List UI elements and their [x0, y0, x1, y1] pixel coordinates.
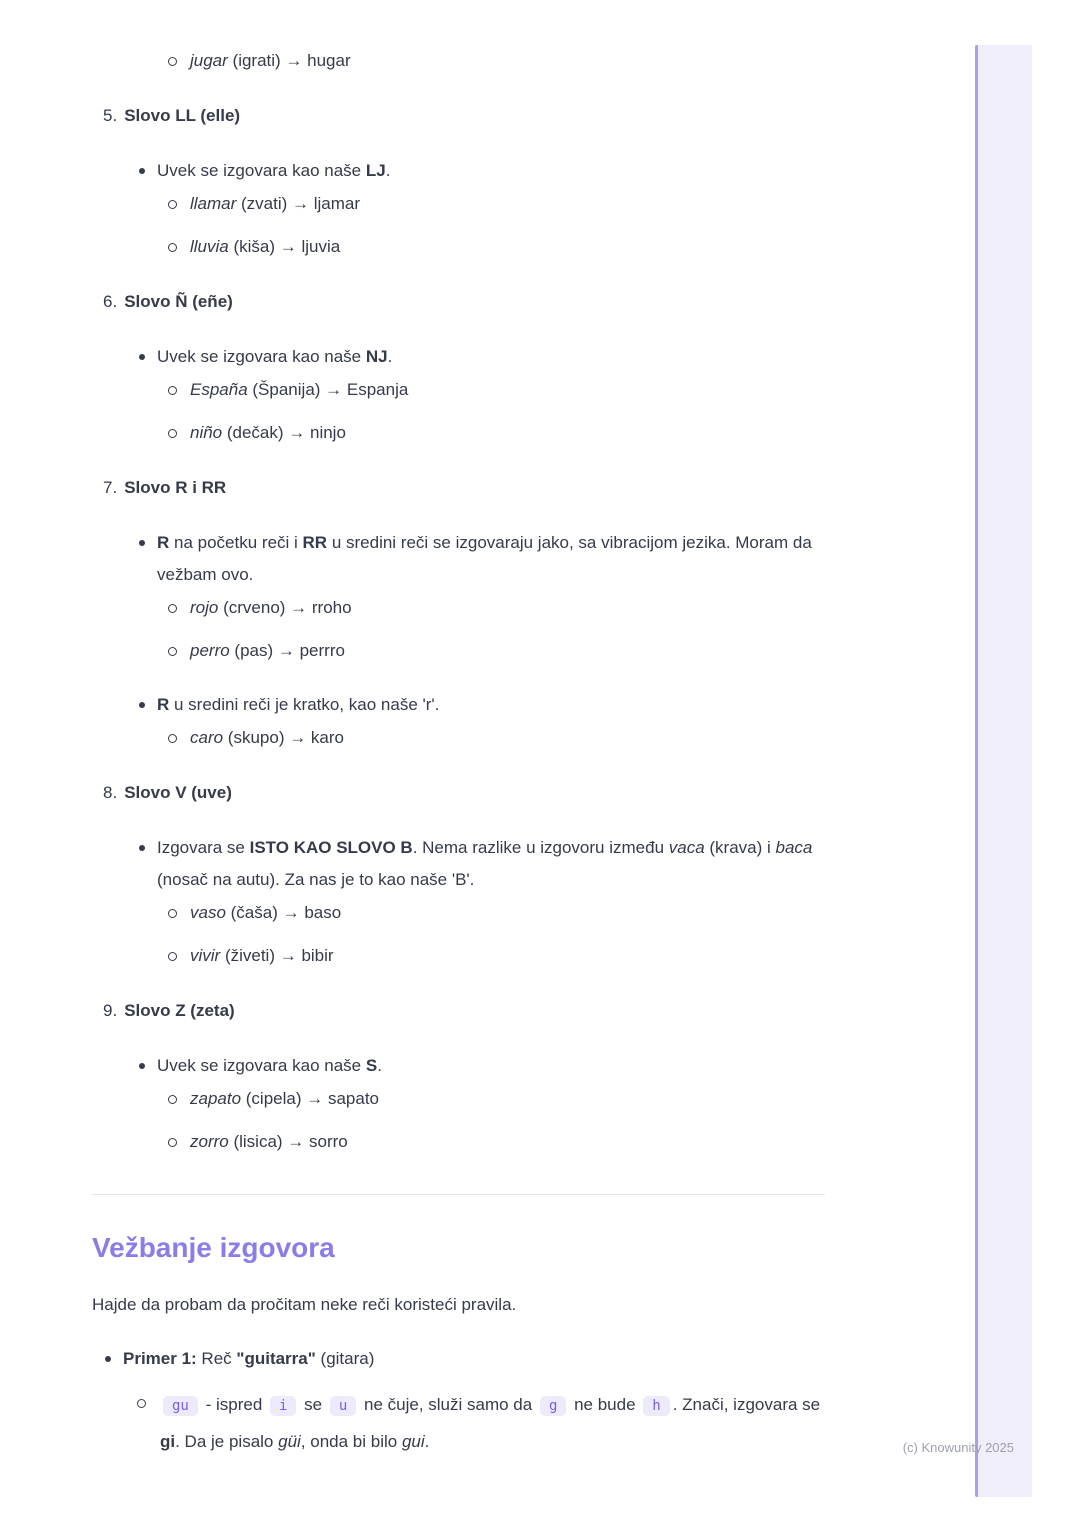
text-segment: ne čuje, služi samo da [359, 1395, 537, 1414]
practice-bullet [92, 1343, 825, 1460]
rule-bullet-list [92, 832, 825, 972]
rule-number: 7. [103, 478, 118, 497]
example-list [157, 722, 825, 754]
text-segment: gui [401, 1432, 425, 1451]
text-segment: (lisica) → sorro [228, 1132, 348, 1151]
rule-bullet [92, 155, 825, 263]
text-segment: . Da je pisalo [175, 1432, 279, 1451]
rule-bullet [92, 341, 825, 449]
text-segment: . Znači, izgovara se [672, 1395, 821, 1414]
text-segment: RR [302, 533, 328, 552]
rule-number: 8. [103, 783, 118, 802]
text-segment: (živeti) → bibir [220, 946, 334, 965]
rule-text [157, 341, 825, 373]
rule-text [157, 155, 825, 187]
text-segment: (skupo) → karo [223, 728, 345, 747]
text-segment: Primer 1: [123, 1349, 197, 1368]
example-item [157, 417, 825, 449]
rule-title [92, 286, 825, 318]
rule-title-text: Slovo LL (elle) [124, 106, 241, 125]
example-item [157, 940, 825, 972]
text-segment: lluvia [190, 237, 229, 256]
example-item [157, 592, 825, 624]
rule-item-9 [92, 995, 825, 1158]
rule-item-8 [92, 777, 825, 972]
watermark: (c) Knowunity 2025 [902, 1440, 1014, 1455]
text-segment: - ispred [200, 1395, 267, 1414]
text-segment: vaca [668, 838, 705, 857]
page-edge-strip [975, 45, 1032, 1497]
example-item [157, 1126, 825, 1158]
text-segment: . [377, 1056, 382, 1075]
text-segment: (kiša) → ljuvia [228, 237, 341, 256]
rule-text [157, 1050, 825, 1082]
text-segment: gi [160, 1432, 176, 1451]
text-segment: (čaša) → baso [225, 903, 342, 922]
example-list [157, 374, 825, 449]
text-segment: LJ [365, 161, 386, 180]
example-item [157, 231, 825, 263]
text-segment: (nosač na autu). Za nas je to kao naše 'B'. [157, 870, 475, 889]
example-item [157, 188, 825, 220]
practice-text [123, 1343, 825, 1375]
text-segment: (Španija) → Espanja [247, 380, 409, 399]
text-segment: S [365, 1056, 378, 1075]
text-segment: vaso [190, 903, 226, 922]
text-segment: (krava) i [704, 838, 776, 857]
text-segment: baca [775, 838, 813, 857]
inline-code-chip: h [643, 1396, 669, 1416]
section-intro: Hajde da probam da pročitam neke reči koristeći pravila. [92, 1295, 517, 1314]
section-divider [92, 1194, 825, 1195]
rule-title [92, 100, 825, 132]
text-segment: llamar [190, 194, 237, 213]
text-segment: R [157, 695, 170, 714]
rule-number: 9. [103, 1001, 118, 1020]
text-segment: ne bude [569, 1395, 641, 1414]
text-segment: perro [190, 641, 230, 660]
rule-bullet-list [92, 527, 825, 754]
leading-example-list [92, 45, 825, 77]
example-list [157, 592, 825, 667]
text-segment: Reč [196, 1349, 237, 1368]
example-list [157, 1083, 825, 1158]
text-segment: (igrati) → hugar [227, 51, 351, 70]
rule-item-6 [92, 286, 825, 449]
rule-bullet [92, 832, 825, 972]
text-segment: (zvati) → ljamar [236, 194, 361, 213]
practice-list [92, 1343, 825, 1460]
text-segment: zapato [190, 1089, 242, 1108]
rule-bullet [92, 1050, 825, 1158]
text-segment: zorro [190, 1132, 229, 1151]
section-heading: Vežbanje izgovora [92, 1232, 335, 1263]
rule-item-7 [92, 472, 825, 754]
practice-example-list [123, 1387, 825, 1460]
rule-bullet-list [92, 341, 825, 449]
text-segment: Uvek se izgovara kao naše [157, 347, 366, 366]
example-list [157, 897, 825, 972]
text-segment: Izgovara se [157, 838, 250, 857]
practice-example [123, 1387, 825, 1460]
example-item [157, 374, 825, 406]
rule-bullet-list [92, 155, 825, 263]
text-segment: (pas) → perrro [229, 641, 345, 660]
rule-bullet [92, 689, 825, 754]
rule-bullet-list [92, 1050, 825, 1158]
text-segment: Uvek se izgovara kao naše [157, 1056, 366, 1075]
rule-title-text: Slovo Z (zeta) [124, 1001, 235, 1020]
text-segment: (crveno) → rroho [218, 598, 352, 617]
text-segment: na početku reči i [169, 533, 303, 552]
rule-title-text: Slovo V (uve) [124, 783, 232, 802]
text-segment: "guitarra" [236, 1349, 316, 1368]
example-list [157, 188, 825, 263]
text-segment: ISTO KAO SLOVO B [249, 838, 413, 857]
text-segment: NJ [365, 347, 388, 366]
example-item [157, 897, 825, 929]
rule-text [157, 527, 825, 591]
text-segment: güi [278, 1432, 301, 1451]
text-segment: España [190, 380, 248, 399]
text-segment: se [299, 1395, 327, 1414]
example-item [157, 722, 825, 754]
rule-title [92, 995, 825, 1027]
text-segment: caro [190, 728, 224, 747]
text-segment: u sredini reči je kratko, kao naše 'r'. [169, 695, 440, 714]
text-segment: (dečak) → ninjo [222, 423, 346, 442]
text-segment: Uvek se izgovara kao naše [157, 161, 366, 180]
rule-title [92, 472, 825, 504]
inline-code-chip: gu [163, 1396, 198, 1416]
example-item [157, 635, 825, 667]
rule-title [92, 777, 825, 809]
rule-bullet [92, 527, 825, 667]
notes-content [92, 44, 825, 1460]
text-segment: vivir [190, 946, 221, 965]
text-segment: u sredini reči se izgovaraju jako, sa vibracijom jezika. Moram da vežbam ovo. [157, 533, 812, 584]
example-item [92, 45, 825, 77]
text-segment: (gitara) [315, 1349, 375, 1368]
inline-code-chip: g [540, 1396, 566, 1416]
text-segment: niño [190, 423, 223, 442]
text-segment: jugar [190, 51, 228, 70]
rule-number: 5. [103, 106, 118, 125]
text-segment: (cipela) → sapato [241, 1089, 379, 1108]
text-segment: . [424, 1432, 430, 1451]
rule-item-5 [92, 100, 825, 263]
text-segment: rojo [190, 598, 219, 617]
text-segment: . [385, 161, 391, 180]
rule-text [157, 689, 825, 721]
text-segment: . [387, 347, 393, 366]
rule-title-text: Slovo Ñ (eñe) [124, 292, 233, 311]
inline-code-chip: i [270, 1396, 296, 1416]
rule-text [157, 832, 825, 896]
inline-code-chip: u [330, 1396, 356, 1416]
example-item [157, 1083, 825, 1115]
text-segment: R [157, 533, 170, 552]
rule-title-text: Slovo R i RR [124, 478, 227, 497]
text-segment: . Nema razlike u izgovoru između [412, 838, 669, 857]
text-segment: , onda bi bilo [300, 1432, 402, 1451]
rule-number: 6. [103, 292, 118, 311]
